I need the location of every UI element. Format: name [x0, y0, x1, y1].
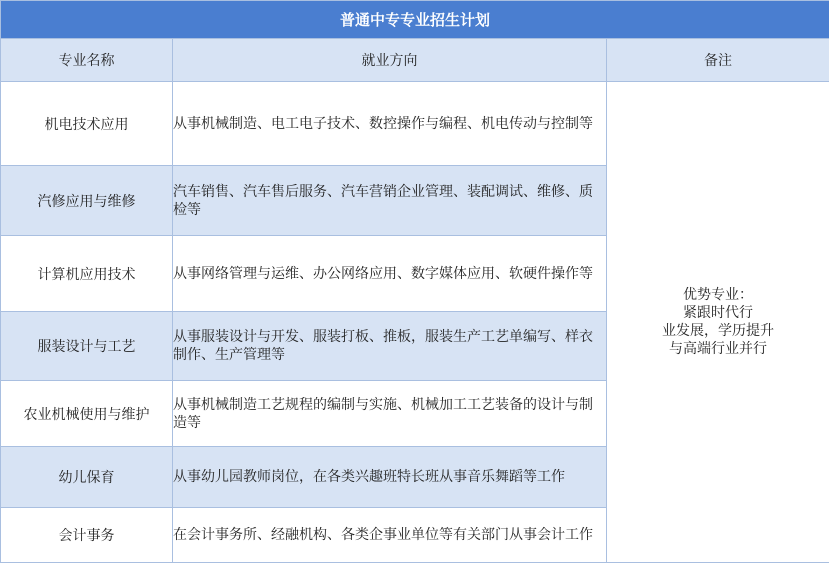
major-name: 会计事务	[1, 508, 173, 563]
career-direction: 从事幼儿园教师岗位，在各类兴趣班特长班从事音乐舞蹈等工作	[173, 447, 607, 508]
note-cell	[607, 82, 829, 563]
major-name: 服装设计与工艺	[1, 312, 173, 381]
note-line: 优势专业：	[607, 286, 829, 304]
note-line: 与高端行业并行	[607, 340, 829, 358]
major-name: 汽修应用与维修	[1, 166, 173, 236]
career-direction: 汽车销售、汽车售后服务、汽车营销企业管理、装配调试、维修、质检等	[173, 166, 607, 236]
major-name: 机电技术应用	[1, 82, 173, 166]
note-line: 紧跟时代行	[607, 304, 829, 322]
career-direction: 从事服装设计与开发、服装打板、推板，服装生产工艺单编写、样衣制作、生产管理等	[173, 312, 607, 381]
career-direction: 从事机械制造工艺规程的编制与实施、机械加工工艺装备的设计与制造等	[173, 381, 607, 447]
career-direction: 从事机械制造、电工电子技术、数控操作与编程、机电传动与控制等	[173, 82, 607, 166]
note-line: 业发展，学历提升	[607, 322, 829, 340]
title-row	[1, 1, 829, 39]
major-name: 农业机械使用与维护	[1, 381, 173, 447]
header-row	[1, 39, 829, 82]
career-direction: 从事网络管理与运维、办公网络应用、数字媒体应用、软硬件操作等	[173, 236, 607, 312]
table-title: 普通中专专业招生计划	[1, 1, 829, 39]
major-name: 幼儿保育	[1, 447, 173, 508]
header-major: 专业名称	[1, 39, 173, 82]
header-direction: 就业方向	[173, 39, 607, 82]
table-row	[1, 82, 829, 166]
career-direction: 在会计事务所、经融机构、各类企事业单位等有关部门从事会计工作	[173, 508, 607, 563]
header-note: 备注	[607, 39, 829, 82]
major-name: 计算机应用技术	[1, 236, 173, 312]
